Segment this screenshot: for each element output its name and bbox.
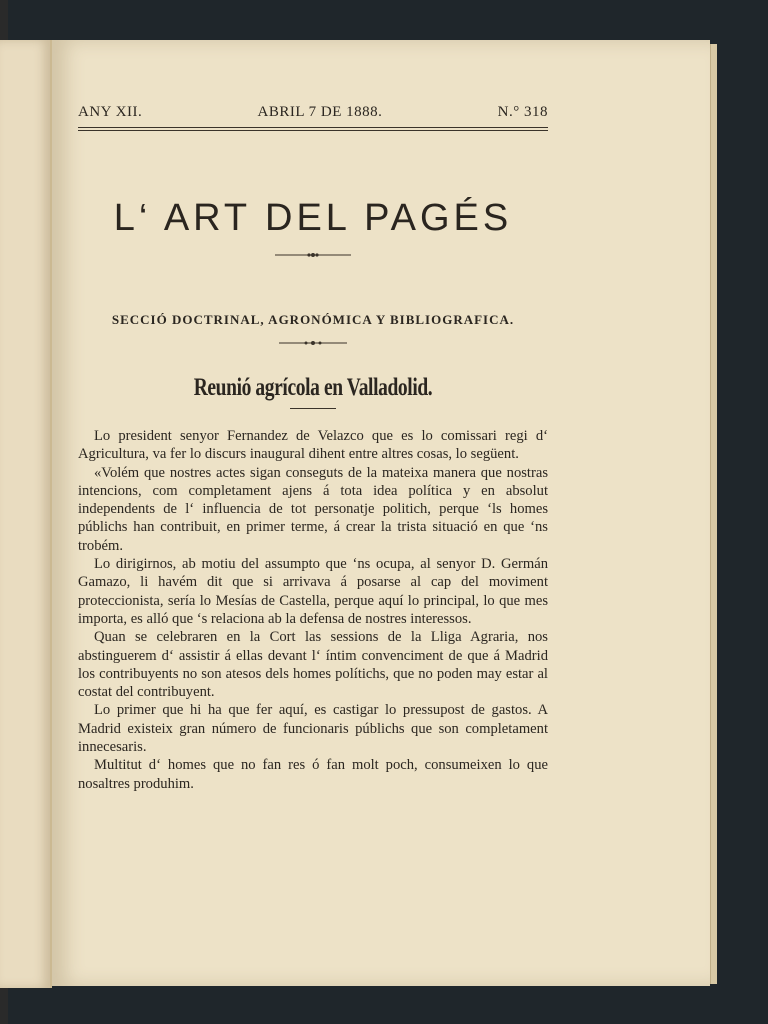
page-stack-edge xyxy=(710,44,717,984)
volume-label: ANY XII. xyxy=(78,104,143,120)
masthead-title: L‘ ART DEL PAGÉS xyxy=(113,197,513,239)
paragraph: Lo primer que hi ha que fer aquí, es castigar lo pressupost de gastos. A Madrid existeix gran número de funcionaris públichs que son completament innecesaris. xyxy=(78,702,548,756)
paragraph: Lo president senyor Fernandez de Velazco que es lo comissari regi d‘ Agricultura, va fer lo discurs inaugural dihent entre altres cosas, lo següent. xyxy=(78,428,548,463)
article-body xyxy=(78,427,548,793)
issue-date: ABRIL 7 DE 1888. xyxy=(257,104,383,120)
paragraph: Quan se celebraren en la Cort las sessions de la Lliga Agraria, nos abstinguerem d‘ assistir á ellas devant l‘ íntim convenciment de que á Madrid los contribuyents no son atesos dels homes polítichs, que no poden may estar al costat del contribuyent. xyxy=(78,629,548,701)
page-content xyxy=(78,104,548,793)
paragraph: «Volém que nostres actes sigan conseguts de la mateixa manera que nostras intencions, com completament ajens á tota idea política y en absolut independents de l‘ influencia de tot personatje politich, perque ‘ls homes públichs han contribuit, en primer terme, á crear la trista situació en que ‘ns trobém. xyxy=(78,464,548,554)
left-page-margin xyxy=(0,40,52,988)
article-title: Reunió agrícola en Valladolid. xyxy=(193,374,433,401)
header-double-rule xyxy=(78,127,548,131)
issue-number: N.° 318 xyxy=(497,104,548,120)
title-underline xyxy=(290,408,336,409)
running-header xyxy=(78,104,548,125)
ornament-divider-icon xyxy=(275,250,351,260)
section-ornament-icon xyxy=(275,338,351,348)
paragraph: Multitut d‘ homes que no fan res ó fan molt poch, consumeixen lo que nosaltres produhim. xyxy=(78,757,548,792)
paragraph: Lo dirigirnos, ab motiu del assumpto que ‘ns ocupa, al senyor D. Germán Gamazo, li havém dit que si arrivava á posarse al cap del moviment proteccionista, sería lo Mesías de Castella, perque aquí lo principal, lo que mes importa, es alló que ‘s relaciona ab la defensa de nostres interessos. xyxy=(78,556,548,627)
section-heading: SECCIÓ DOCTRINAL, AGRONÓMICA Y BIBLIOGRAFICA. xyxy=(111,312,515,327)
